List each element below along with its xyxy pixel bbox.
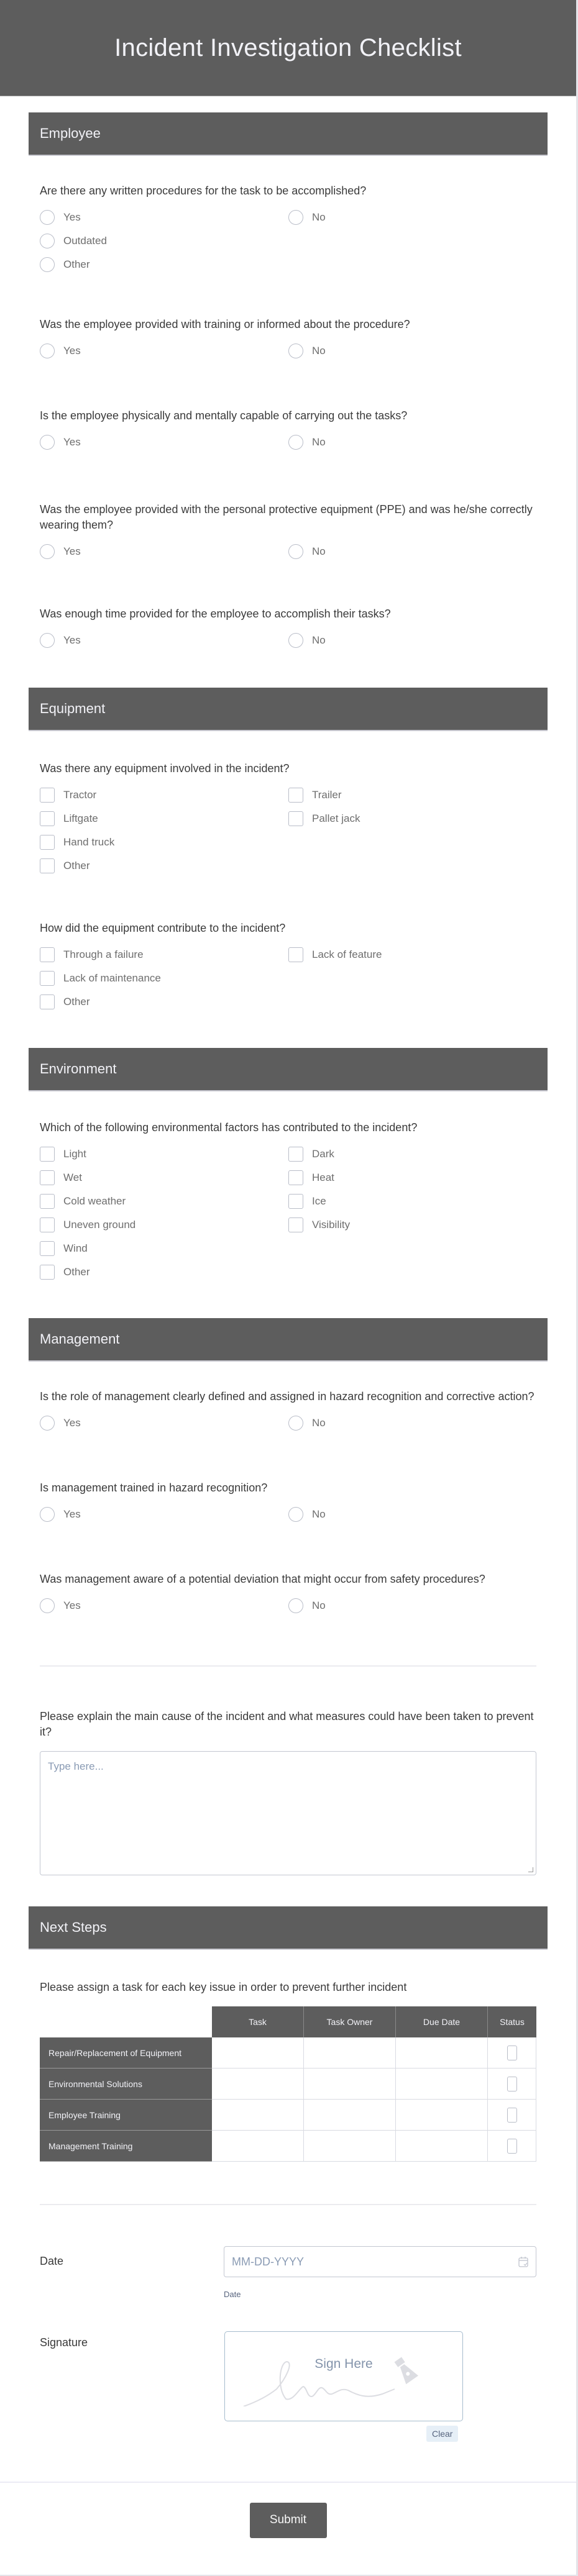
section-equipment-heading: Equipment — [29, 688, 548, 731]
radio-icon[interactable] — [288, 544, 303, 559]
column-header-due-date: Due Date — [396, 2006, 488, 2037]
question-label: Was there any equipment involved in the incident? — [40, 762, 290, 775]
signature-field-row — [29, 2331, 548, 2442]
task-cell[interactable] — [212, 2131, 304, 2162]
checkbox-option-through-failure[interactable]: Through a failure — [40, 947, 288, 962]
section-employee-heading: Employee — [29, 112, 548, 156]
radio-option-no[interactable]: No — [288, 1507, 537, 1522]
checkbox-icon[interactable] — [288, 1170, 303, 1185]
radio-option-no[interactable]: No — [288, 344, 537, 358]
radio-option-outdated[interactable]: Outdated — [40, 234, 288, 248]
divider — [40, 2204, 536, 2205]
textarea-placeholder: Type here... — [48, 1760, 104, 1772]
question-assign-task — [29, 1980, 548, 1995]
question-label: Is management trained in hazard recognition? — [40, 1481, 268, 1494]
question-ppe — [29, 502, 548, 559]
checkbox-option-wet[interactable]: Wet — [40, 1170, 288, 1185]
checkbox-icon[interactable] — [40, 1170, 55, 1185]
question-equipment-contribution — [29, 921, 548, 1009]
radio-option-yes[interactable]: Yes — [40, 344, 288, 358]
checkbox-icon[interactable] — [288, 1147, 303, 1162]
form-footer — [0, 2482, 576, 2574]
resize-grip-icon[interactable] — [528, 1867, 533, 1872]
checkbox-icon[interactable] — [40, 994, 55, 1009]
checkbox-icon[interactable] — [288, 1194, 303, 1209]
radio-icon[interactable] — [288, 1416, 303, 1431]
explain-cause-textarea[interactable] — [40, 1751, 536, 1875]
status-checkbox[interactable] — [507, 2139, 517, 2154]
radio-option-other[interactable]: Other — [40, 257, 288, 272]
question-management-aware — [29, 1572, 548, 1613]
checkbox-icon[interactable] — [40, 1147, 55, 1162]
checkbox-icon[interactable] — [40, 1217, 55, 1232]
radio-option-no[interactable]: No — [288, 435, 537, 450]
radio-option-yes[interactable]: Yes — [40, 1416, 288, 1431]
due-date-cell[interactable] — [396, 2069, 488, 2100]
question-label: Was the employee provided with the personal protective equipment (PPE) and was he/she correctly wearing them? — [40, 503, 533, 531]
question-capability — [29, 408, 548, 450]
form-body — [0, 96, 576, 2442]
submit-button[interactable]: Submit — [250, 2503, 327, 2538]
due-date-cell[interactable] — [396, 2037, 488, 2069]
radio-icon[interactable] — [40, 435, 55, 450]
checkbox-option-ice[interactable]: Ice — [288, 1194, 537, 1209]
date-sublabel: Date — [224, 2290, 241, 2299]
question-label: Is the role of management clearly defined and assigned in hazard recognition and corrective action? — [40, 1390, 534, 1403]
radio-option-no[interactable]: No — [288, 633, 537, 648]
radio-option-no[interactable]: No — [288, 544, 537, 559]
checkbox-option-wind[interactable]: Wind — [40, 1241, 288, 1256]
checkbox-icon[interactable] — [288, 1217, 303, 1232]
question-label: Which of the following environmental factors has contributed to the incident? — [40, 1121, 418, 1134]
radio-icon[interactable] — [288, 344, 303, 358]
sign-here-text: Sign Here — [314, 2357, 373, 2371]
question-label: Please assign a task for each key issue in order to prevent further incident — [40, 1981, 407, 1993]
table-row — [40, 2131, 536, 2162]
form-title: Incident Investigation Checklist — [114, 34, 462, 61]
divider — [40, 1665, 536, 1667]
checkbox-option-lack-of-maintenance[interactable]: Lack of maintenance — [40, 971, 288, 986]
section-next-steps-heading: Next Steps — [29, 1906, 548, 1950]
form-header — [0, 0, 576, 96]
checkbox-option-lack-of-feature[interactable]: Lack of feature — [288, 947, 537, 962]
question-equipment-involved — [29, 761, 548, 873]
radio-icon[interactable] — [40, 210, 55, 225]
checkbox-icon[interactable] — [288, 947, 303, 962]
task-owner-cell[interactable] — [304, 2069, 396, 2100]
question-enough-time — [29, 606, 548, 648]
question-label: How did the equipment contribute to the incident? — [40, 922, 286, 934]
column-header-task-owner: Task Owner — [304, 2006, 396, 2037]
checkbox-icon[interactable] — [40, 788, 55, 803]
row-label: Environmental Solutions — [40, 2069, 212, 2100]
date-field-row — [29, 2246, 548, 2299]
date-placeholder: MM-DD-YYYY — [232, 2255, 304, 2268]
checkbox-icon[interactable] — [40, 835, 55, 850]
question-label: Are there any written procedures for the task to be accomplished? — [40, 184, 367, 197]
question-label: Please explain the main cause of the incident and what measures could have been taken to prevent it? — [40, 1710, 534, 1738]
checkbox-icon[interactable] — [40, 1265, 55, 1280]
column-header-status: Status — [488, 2006, 536, 2037]
radio-option-no[interactable]: No — [288, 1598, 537, 1613]
question-management-role — [29, 1389, 548, 1431]
radio-option-no[interactable]: No — [288, 210, 537, 225]
signature-pad[interactable] — [224, 2331, 463, 2421]
row-label: Employee Training — [40, 2100, 212, 2131]
checkbox-icon[interactable] — [40, 858, 55, 873]
checkbox-option-hand-truck[interactable]: Hand truck — [40, 835, 288, 850]
section-management-heading: Management — [29, 1318, 548, 1362]
checkbox-option-other[interactable]: Other — [40, 994, 288, 1009]
radio-option-yes[interactable]: Yes — [40, 1507, 288, 1522]
due-date-cell[interactable] — [396, 2100, 488, 2131]
clear-signature-button[interactable]: Clear — [426, 2426, 458, 2442]
radio-icon[interactable] — [40, 1416, 55, 1431]
radio-icon[interactable] — [288, 210, 303, 225]
radio-icon[interactable] — [288, 1507, 303, 1522]
table-row — [40, 2069, 536, 2100]
task-cell[interactable] — [212, 2069, 304, 2100]
checkbox-option-light[interactable]: Light — [40, 1147, 288, 1162]
checkbox-icon[interactable] — [40, 1241, 55, 1256]
date-input[interactable] — [224, 2246, 536, 2277]
question-explain-cause — [29, 1709, 548, 1740]
checkbox-option-pallet-jack[interactable]: Pallet jack — [288, 811, 537, 826]
checkbox-option-other[interactable]: Other — [40, 1265, 288, 1280]
task-owner-cell[interactable] — [304, 2100, 396, 2131]
question-training — [29, 317, 548, 358]
question-label: Was enough time provided for the employee to accomplish their tasks? — [40, 608, 391, 620]
checkbox-option-tractor[interactable]: Tractor — [40, 788, 288, 803]
radio-icon[interactable] — [40, 344, 55, 358]
radio-icon[interactable] — [40, 257, 55, 272]
checkbox-icon[interactable] — [288, 811, 303, 826]
table-row — [40, 2100, 536, 2131]
task-owner-cell[interactable] — [304, 2037, 396, 2069]
radio-icon[interactable] — [40, 633, 55, 648]
question-label: Was the employee provided with training or informed about the procedure? — [40, 318, 410, 330]
status-cell — [488, 2037, 536, 2069]
radio-icon[interactable] — [40, 1507, 55, 1522]
question-written-procedures — [29, 183, 548, 272]
radio-icon[interactable] — [288, 435, 303, 450]
radio-option-yes[interactable]: Yes — [40, 210, 288, 225]
radio-option-yes[interactable]: Yes — [40, 435, 288, 450]
radio-icon[interactable] — [40, 544, 55, 559]
column-header-task: Task — [212, 2006, 304, 2037]
checkbox-option-liftgate[interactable]: Liftgate — [40, 811, 288, 826]
question-label: Was management aware of a potential deviation that might occur from safety procedures? — [40, 1573, 485, 1585]
matrix-corner — [40, 2006, 212, 2037]
checkbox-option-trailer[interactable]: Trailer — [288, 788, 537, 803]
radio-option-yes[interactable]: Yes — [40, 1598, 288, 1613]
signature-scribble-icon — [242, 2357, 447, 2406]
checkbox-icon[interactable] — [40, 1194, 55, 1209]
task-cell[interactable] — [212, 2100, 304, 2131]
radio-option-yes[interactable]: Yes — [40, 544, 288, 559]
status-checkbox[interactable] — [507, 2077, 517, 2091]
task-matrix — [40, 2006, 536, 2162]
radio-icon[interactable] — [40, 1598, 55, 1613]
radio-option-yes[interactable]: Yes — [40, 633, 288, 648]
row-label: Repair/Replacement of Equipment — [40, 2037, 212, 2069]
status-cell — [488, 2131, 536, 2162]
checkbox-icon[interactable] — [288, 788, 303, 803]
status-checkbox[interactable] — [507, 2046, 517, 2060]
status-cell — [488, 2100, 536, 2131]
radio-icon[interactable] — [40, 234, 55, 248]
checkbox-icon[interactable] — [40, 947, 55, 962]
question-environmental-factors — [29, 1120, 548, 1280]
task-cell[interactable] — [212, 2037, 304, 2069]
question-label: Is the employee physically and mentally capable of carrying out the tasks? — [40, 409, 408, 422]
question-management-trained — [29, 1480, 548, 1522]
date-label: Date — [40, 2255, 64, 2267]
checkbox-option-dark[interactable]: Dark — [288, 1147, 537, 1162]
checkbox-option-uneven-ground[interactable]: Uneven ground — [40, 1217, 288, 1232]
checkbox-option-visibility[interactable]: Visibility — [288, 1217, 537, 1232]
status-checkbox[interactable] — [507, 2108, 517, 2123]
checkbox-icon[interactable] — [40, 811, 55, 826]
radio-icon[interactable] — [288, 633, 303, 648]
checkbox-option-other[interactable]: Other — [40, 858, 288, 873]
radio-icon[interactable] — [288, 1598, 303, 1613]
due-date-cell[interactable] — [396, 2131, 488, 2162]
task-owner-cell[interactable] — [304, 2131, 396, 2162]
radio-option-no[interactable]: No — [288, 1416, 537, 1431]
status-cell — [488, 2069, 536, 2100]
row-label: Management Training — [40, 2131, 212, 2162]
signature-label: Signature — [40, 2336, 88, 2349]
table-row — [40, 2037, 536, 2069]
calendar-icon[interactable] — [518, 2256, 528, 2267]
checkbox-option-heat[interactable]: Heat — [288, 1170, 537, 1185]
checkbox-icon[interactable] — [40, 971, 55, 986]
checkbox-option-cold-weather[interactable]: Cold weather — [40, 1194, 288, 1209]
section-environment-heading: Environment — [29, 1048, 548, 1091]
